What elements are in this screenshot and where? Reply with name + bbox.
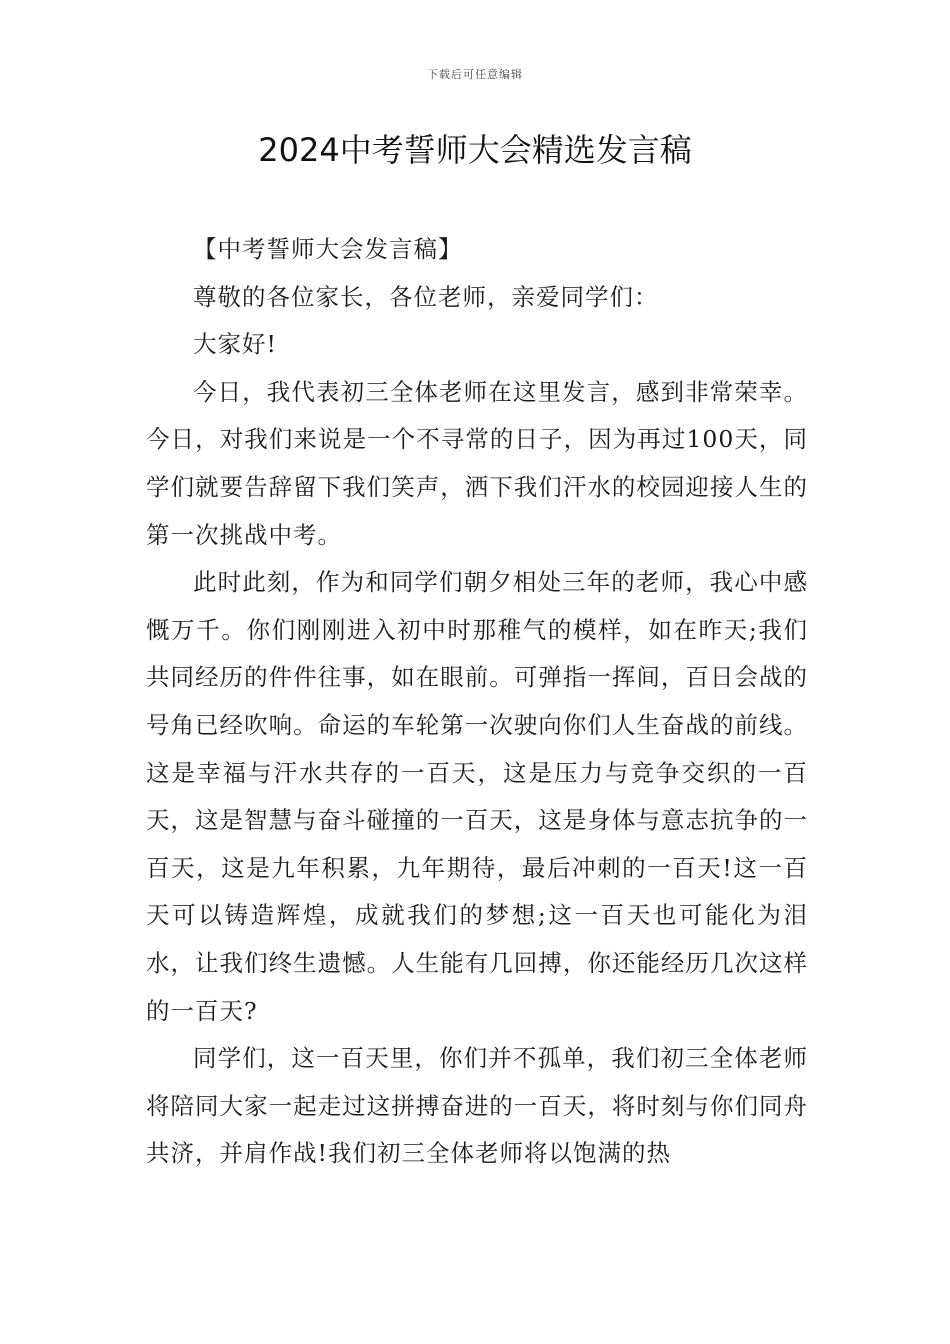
paragraph-salutation: 尊敬的各位家长，各位老师，亲爱同学们： bbox=[193, 282, 659, 311]
paragraph-2: 此时此刻，作为和同学们朝夕相处三年的老师，我心中感慨万千。你们刚刚进入初中时那稚气的模样，如在昨天;我们共同经历的件件往事，如在眼前。可弹指一挥间，百日会战的号角已经吹响。命运的车轮第一次驶向你们人生奋战的前线。这是幸福与汗水共存的一百天，这是压力与竞争交织的一百天，这是智慧与奋斗碰撞的一百天，这是身体与意志抗争的一百天，这是九年积累，九年期待，最后冲刺的一百天!这一百天可以铸造辉煌，成就我们的梦想;这一百天也可能化为泪水，让我们终生遗憾。人生能有几回搏，你还能经历几次这样的一百天? bbox=[146, 568, 808, 1025]
paragraph-heading: 【中考誓师大会发言稿】 bbox=[193, 235, 463, 263]
header-note: 下载后可任意编辑 bbox=[427, 68, 523, 81]
document-body bbox=[146, 226, 808, 1178]
document-title: 2024中考誓师大会精选发言稿 bbox=[258, 131, 692, 169]
paragraph-1: 今日，我代表初三全体老师在这里发言，感到非常荣幸。今日，对我们来说是一个不寻常的日子，因为再过100天，同学们就要告辞留下我们笑声，洒下我们汗水的校园迎接人生的第一次挑战中考。 bbox=[146, 377, 808, 549]
paragraph-greeting: 大家好! bbox=[193, 330, 277, 359]
paragraph-3: 同学们，这一百天里，你们并不孤单，我们初三全体老师将陪同大家一起走过这拼搏奋进的一百天，将时刻与你们同舟共济，并肩作战!我们初三全体老师将以饱满的热 bbox=[146, 1044, 808, 1168]
